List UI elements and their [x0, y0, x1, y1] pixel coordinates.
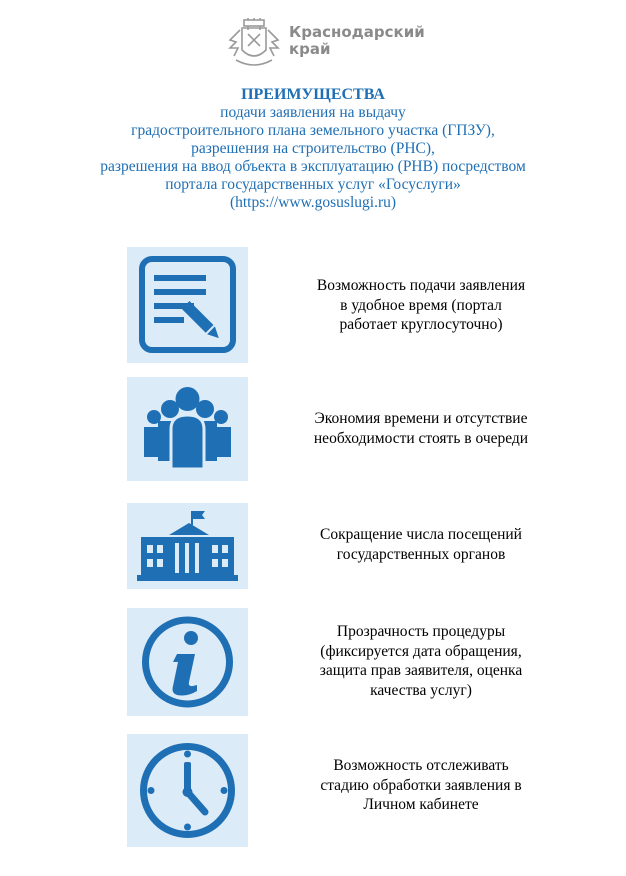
heading-line: градостроительного плана земельного участка (ГПЗУ), [131, 122, 495, 139]
feature-line: необходимости стоять в очереди [313, 429, 529, 447]
feature-text-3 [290, 525, 552, 564]
heading-line: портала государственных услуг «Госуслуги» [165, 176, 461, 193]
feature-line: работает круглосуточно) [339, 316, 503, 333]
people-group-icon [127, 377, 248, 481]
feature-line: государственных органов [336, 545, 506, 563]
page-title: ПРЕИМУЩЕСТВА [241, 86, 385, 103]
clock-icon [127, 734, 248, 847]
feature-line: Личном кабинете [363, 796, 479, 813]
feature-line: Прозрачность процедуры [336, 623, 506, 640]
region-name-line1: Краснодарский [289, 23, 425, 41]
feature-tile-4 [127, 608, 248, 716]
krasnodar-coat-of-arms-icon [226, 18, 282, 68]
region-name [289, 24, 425, 58]
region-logo [226, 18, 426, 68]
government-building-icon [127, 503, 248, 589]
feature-line: качества услуг) [370, 681, 472, 699]
feature-tile-1 [127, 247, 248, 363]
document-edit-icon [127, 247, 248, 363]
feature-tile-3 [127, 503, 248, 589]
feature-line: защита прав заявителя, оценка [319, 662, 523, 679]
heading-line: подачи заявления на выдачу [220, 104, 406, 121]
heading-line: разрешения на строительство (РНС), [191, 140, 435, 157]
feature-line: Возможность подачи заявления [316, 277, 526, 294]
feature-tile-2 [127, 377, 248, 481]
feature-line: Возможность отслеживать [333, 757, 509, 774]
feature-text-1 [290, 276, 552, 335]
feature-line: Сокращение числа посещений [320, 526, 522, 543]
feature-text-5 [290, 756, 552, 815]
feature-tile-5 [127, 734, 248, 847]
region-name-line2: край [289, 40, 331, 58]
feature-text-2 [290, 409, 552, 448]
page-heading [60, 86, 566, 212]
feature-line: Экономия времени и отсутствие [314, 410, 528, 427]
feature-line: стадию обработки заявления в [320, 776, 522, 794]
feature-line: в удобное время (портал [340, 296, 502, 314]
feature-text-4 [290, 622, 552, 700]
info-icon [127, 608, 248, 716]
heading-line: разрешения на ввод объекта в эксплуатацию (РНВ) посредством [100, 158, 526, 175]
feature-line: (фиксируется дата обращения, [320, 642, 522, 660]
heading-line: (https://www.gosuslugi.ru) [229, 194, 397, 211]
